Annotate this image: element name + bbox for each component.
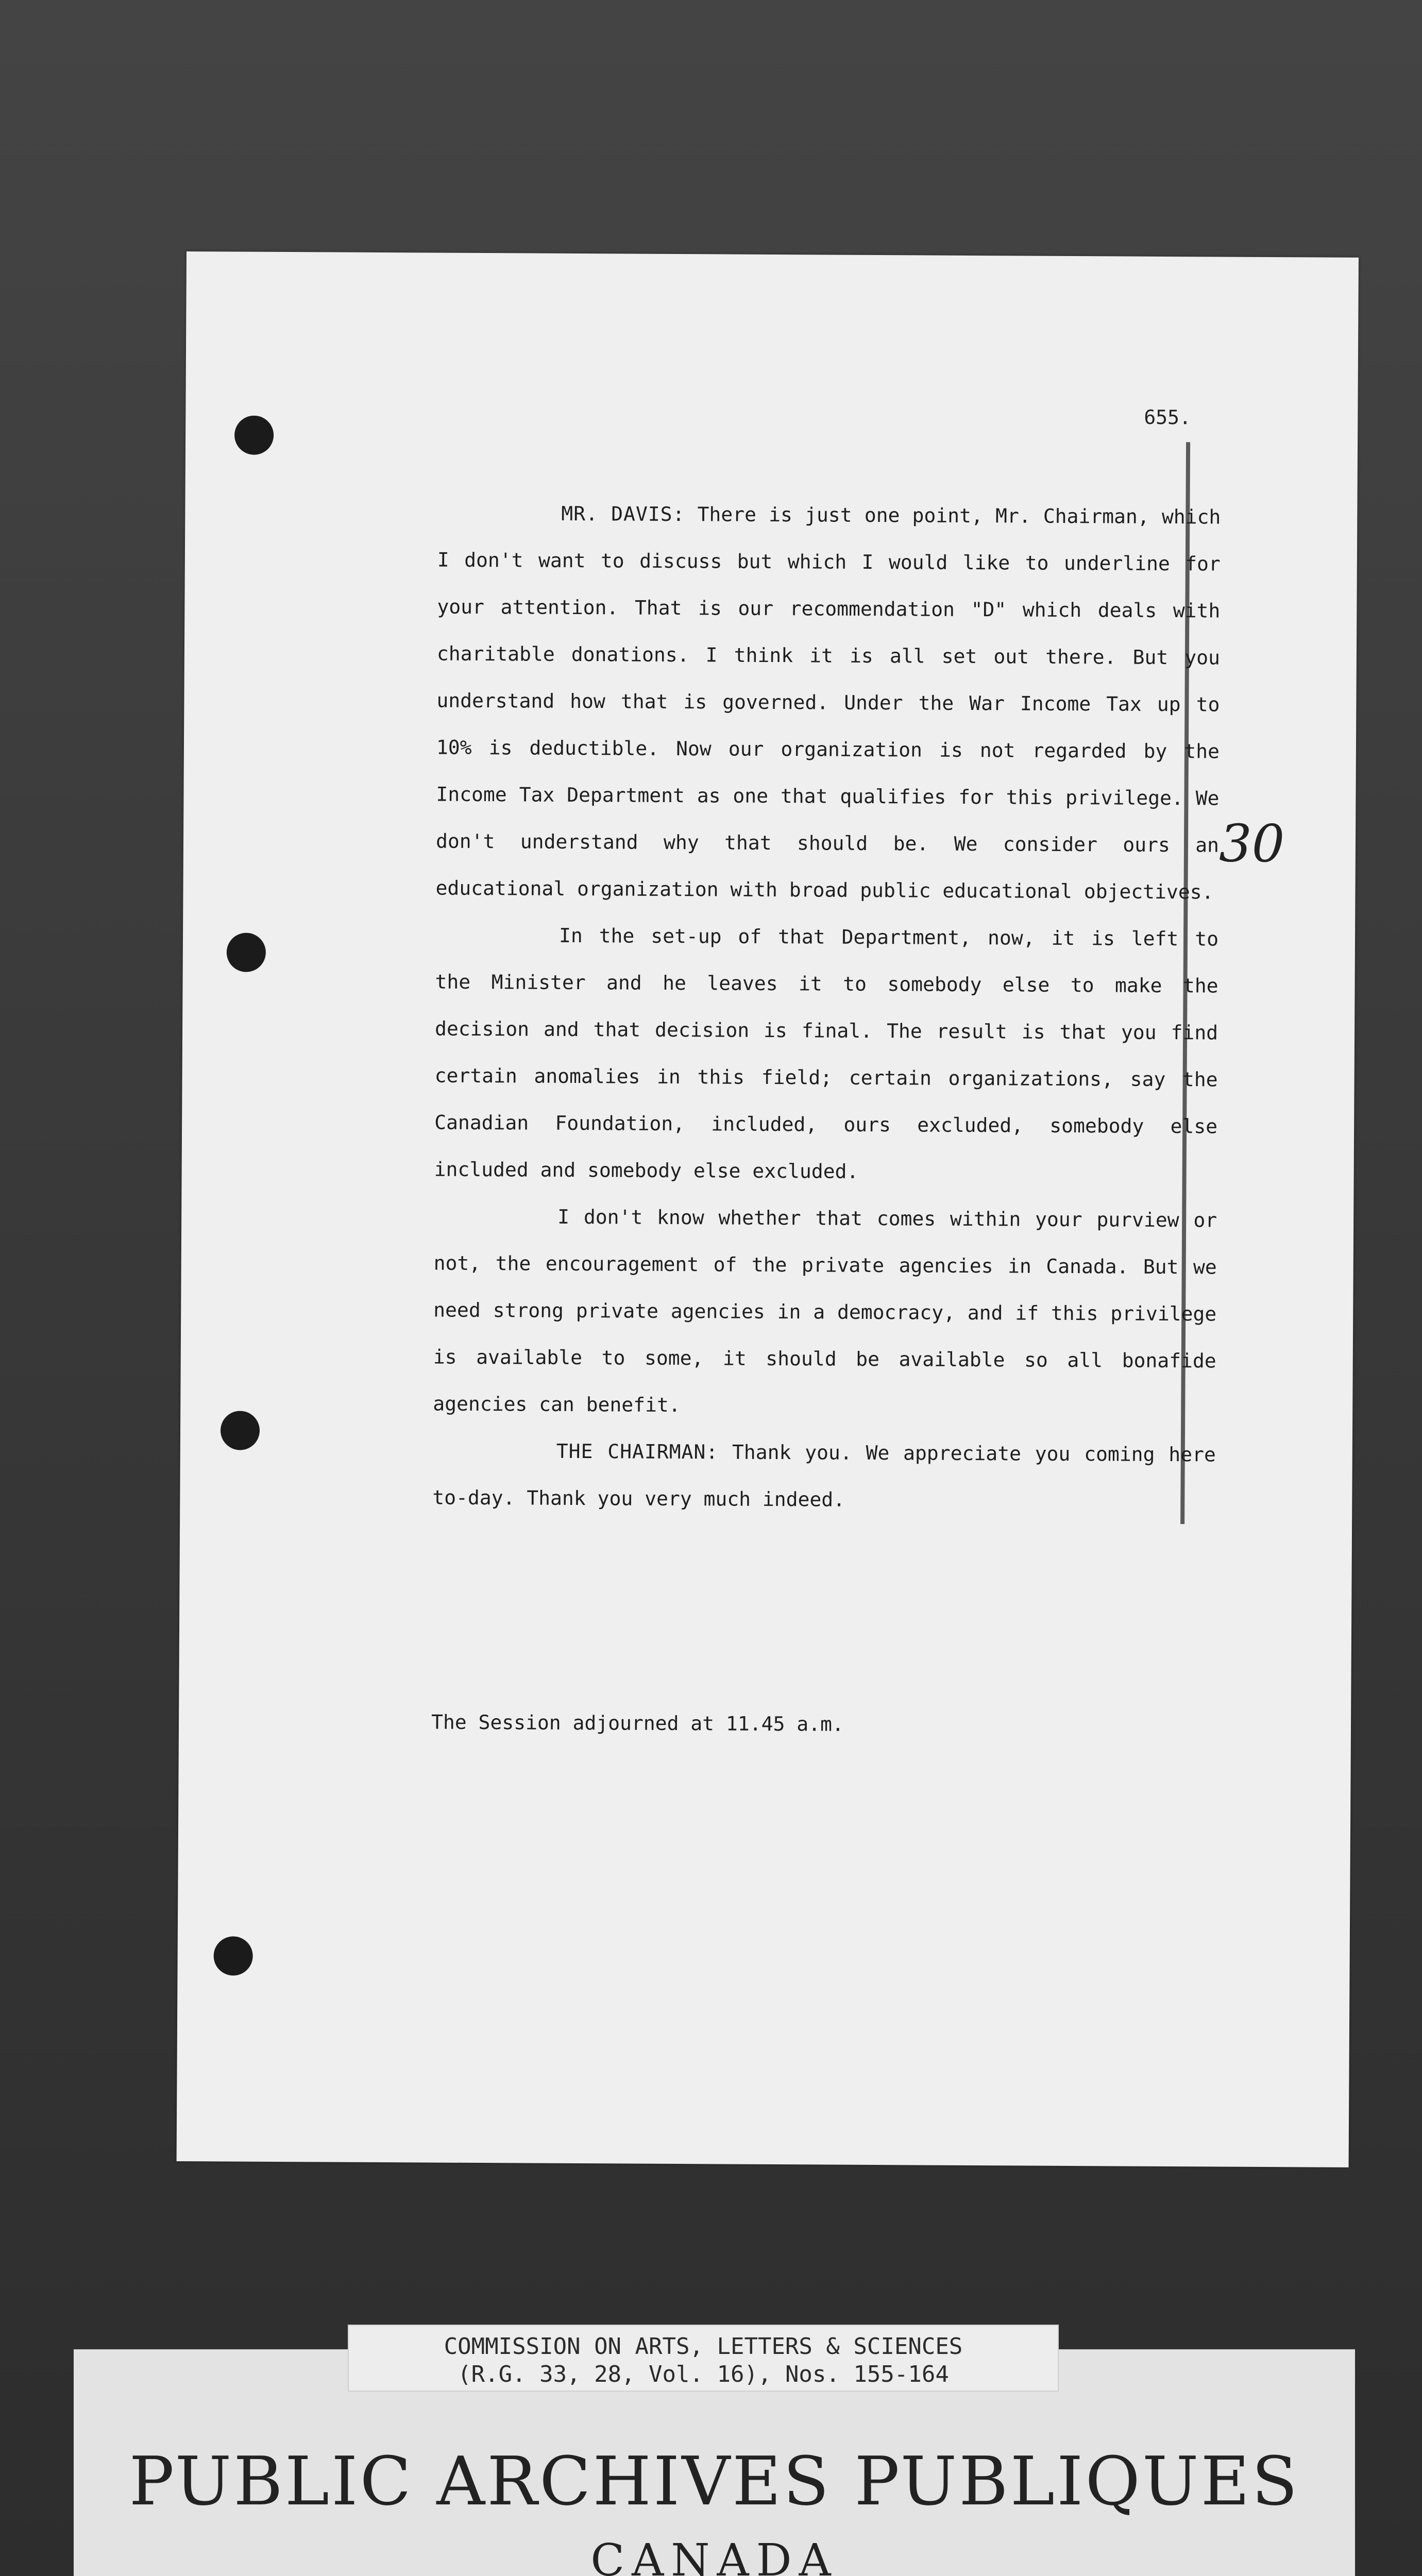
session-closing-line: The Session adjourned at 11.45 a.m. — [431, 1710, 844, 1736]
paragraph — [435, 490, 1221, 916]
paragraph-text: Thank you. We appreciate you coming here to-day. Thank you very much indeed. — [432, 1440, 1216, 1511]
paragraph — [432, 1428, 1216, 1526]
paragraph-text: In the set-up of that Department, now, it is left to the Minister and he leaves it to somebody else to make the decision and that decision is final. The result is that you find certain anomalies in this field; certain organizations, say the Canadian Foundation, included, ours excluded, somebody else included and somebody else excluded. — [434, 924, 1219, 1183]
punch-hole — [234, 415, 274, 454]
punch-hole — [227, 933, 266, 972]
transcript-body — [432, 490, 1221, 1526]
paragraph — [433, 1193, 1217, 1432]
archive-reference-label — [348, 2325, 1059, 2392]
archive-banner-title: PUBLIC ARCHIVES PUBLIQUES — [129, 2442, 1300, 2520]
document-page — [177, 251, 1359, 2167]
archive-banner-subtitle: CANADA — [590, 2535, 838, 2576]
paragraph-text: I don't know whether that comes within your purview or not, the encouragement of the private agencies in Canada. But we need strong private agencies in a democracy, and if this privilege is available to some, it should be available so all bonafide agencies can benefit. — [433, 1205, 1217, 1417]
speaker-label: THE CHAIRMAN: — [556, 1439, 719, 1464]
punch-hole — [221, 1411, 260, 1450]
archive-label-line-1: COMMISSION ON ARTS, LETTERS & SCIENCES — [444, 2333, 963, 2360]
speaker-label: MR. DAVIS: — [561, 502, 685, 526]
page-number: 655. — [1144, 405, 1191, 429]
handwritten-margin-note: 30 — [1218, 813, 1285, 874]
paragraph-text: There is just one point, Mr. Chairman, which I don't want to discuss but which I would like to underline for your attention. That is our recommendation "D" which deals with charitable donations. I think it is all set out there. But you understand how that is governed. Under the War Income Tax up to 10% is deductible. Now our organization is not regarded by the Income Tax Department as one that qualifies for this privilege. We don't understand why that should be. We consider ours an educational organization with broad public educational objectives. — [435, 503, 1221, 904]
archive-label-line-2: (R.G. 33, 28, Vol. 16), Nos. 155-164 — [458, 2361, 949, 2387]
paragraph — [434, 912, 1218, 1197]
punch-hole — [213, 1936, 252, 1975]
